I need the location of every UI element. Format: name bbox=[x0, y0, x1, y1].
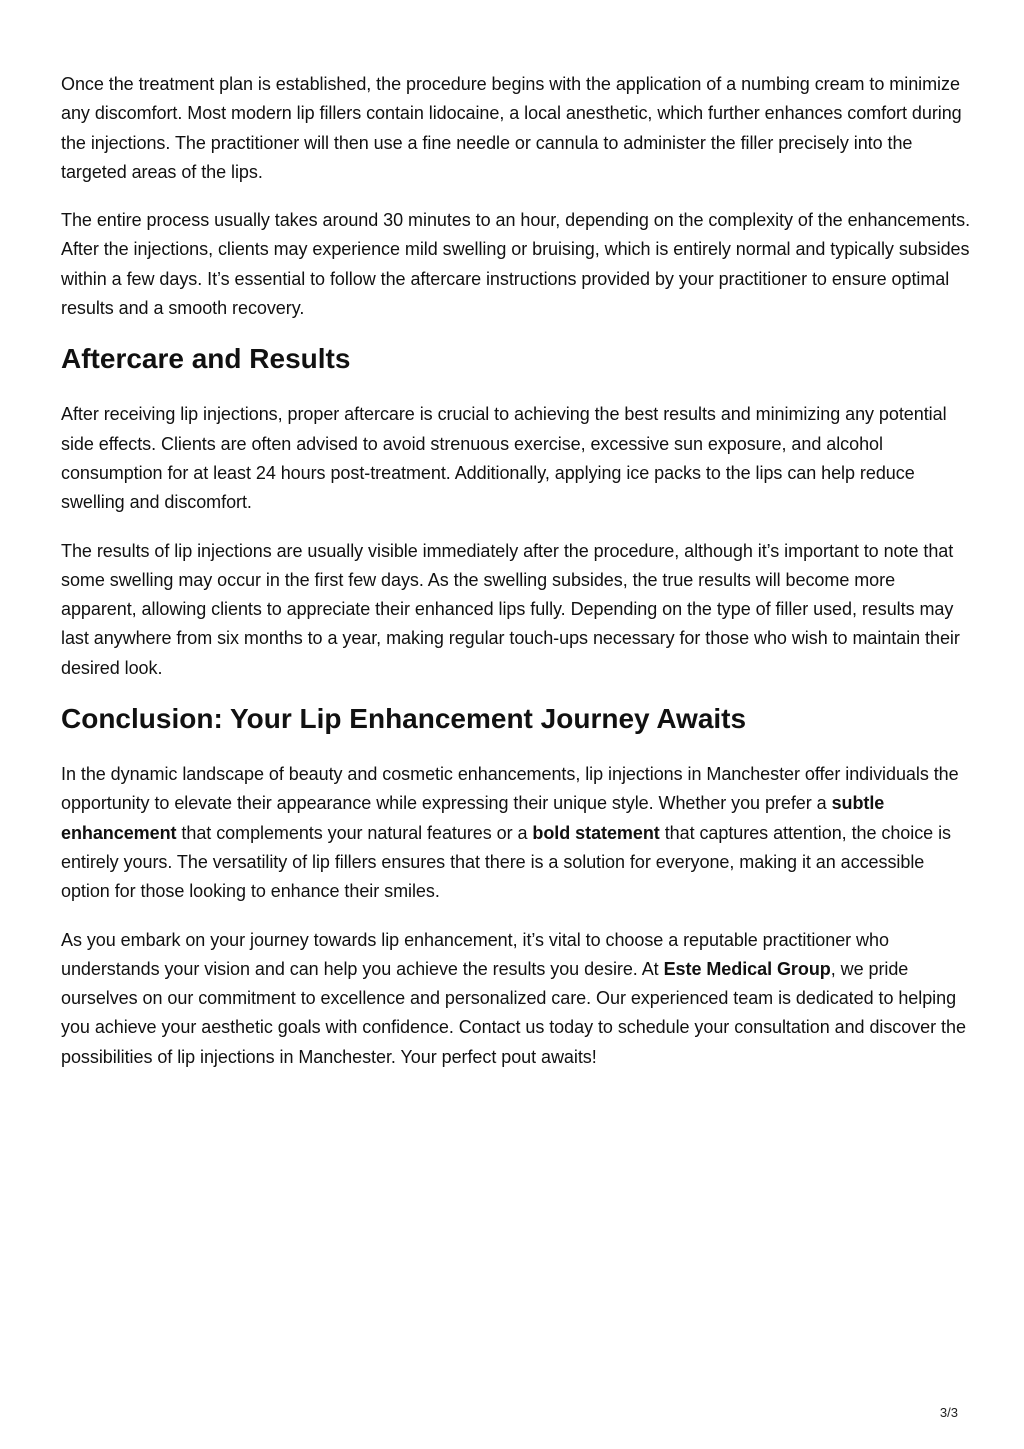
text-run: As you embark on your journey towards lip enhancement, it’s vital to choose a reputable practitioner who understands your vision and can help you achieve the results you desire. At bbox=[61, 929, 889, 979]
paragraph: Once the treatment plan is established, the procedure begins with the application of a numbing cream to minimize any discomfort. Most modern lip fillers contain lidocaine, a local anesthetic, which further enhances comfort during the injections. The practitioner will then use a fine needle or cannula to administer the filler precisely into the targeted areas of the lips. bbox=[61, 74, 962, 182]
text-run: , we pride ourselves on our commitment to excellence and personalized care. Our experienced team is dedicated to helping you achieve your aesthetic goals with confidence. Contact us today to schedule your consultation and discover the possibilities of lip injections in Manchester. Your perfect pout awaits! bbox=[61, 958, 966, 1067]
paragraph: The entire process usually takes around 30 minutes to an hour, depending on the complexity of the enhancements. After the injections, clients may experience mild swelling or bruising, which is entirely normal and typically subsides within a few days. It’s essential to follow the aftercare instructions provided by your practitioner to ensure optimal results and a smooth recovery. bbox=[61, 210, 971, 319]
bold-text: bold statement bbox=[532, 822, 660, 843]
paragraph: The results of lip injections are usually visible immediately after the procedure, although it’s important to note that some swelling may occur in the first few days. As the swelling subsides, the true results will become more apparent, allowing clients to appreciate their enhanced lips fully. Depending on the type of filler used, results may last anywhere from six months to a year, making regular touch-ups necessary for those who wish to maintain their desired look. bbox=[61, 540, 960, 678]
paragraph bbox=[61, 760, 971, 906]
section-heading: Conclusion: Your Lip Enhancement Journey Awaits bbox=[61, 703, 747, 735]
page-number: 3/3 bbox=[939, 1405, 958, 1420]
section-heading: Aftercare and Results bbox=[61, 343, 351, 375]
text-run: that captures attention, the choice is entirely yours. The versatility of lip fillers ensures that there is a solution for everyone, making it an accessible option for those looking to enhance their smiles. bbox=[61, 822, 951, 902]
text-run: that complements your natural features or a bbox=[176, 822, 533, 843]
paragraph: After receiving lip injections, proper aftercare is crucial to achieving the best results and minimizing any potential side effects. Clients are often advised to avoid strenuous exercise, excessive sun exposure, and alcohol consumption for at least 24 hours post-treatment. Additionally, applying ice packs to the lips can help reduce swelling and discomfort. bbox=[61, 404, 947, 513]
company-name: Este Medical Group bbox=[663, 958, 831, 979]
bold-text: subtle enhancement bbox=[61, 793, 885, 843]
document-page bbox=[61, 70, 971, 1091]
paragraph bbox=[61, 926, 971, 1072]
text-run: In the dynamic landscape of beauty and cosmetic enhancements, lip injections in Manchester offer individuals the opportunity to elevate their appearance while expressing their unique style. Whether you prefer a bbox=[61, 764, 959, 814]
